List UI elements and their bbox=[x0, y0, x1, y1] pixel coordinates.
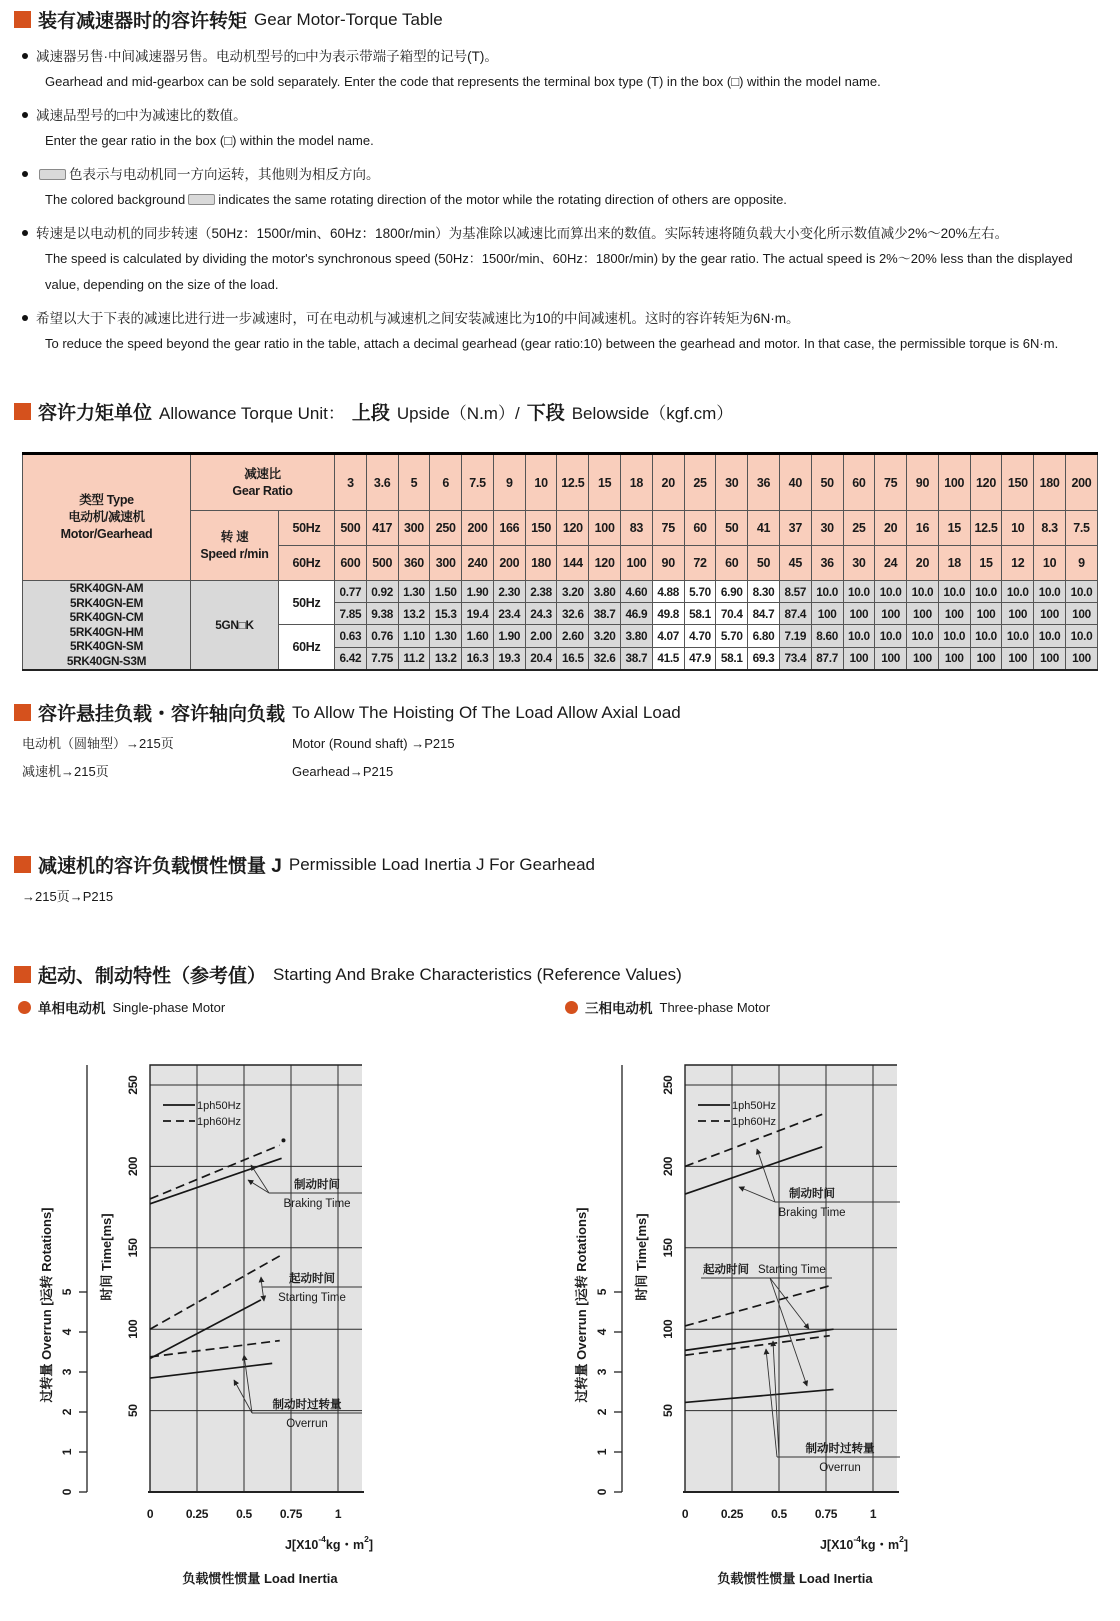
orange-square-icon bbox=[14, 704, 31, 721]
speed-value-cell: 360 bbox=[398, 546, 430, 581]
section-allowance-torque-heading bbox=[14, 398, 733, 425]
speed-value-cell: 500 bbox=[366, 546, 398, 581]
overrun-axis-label: 过转量 Overrun [运转 Rotations] bbox=[574, 1207, 589, 1403]
torque-value-cell: 1.90 bbox=[462, 581, 494, 603]
torque-value-cell: 100 bbox=[843, 648, 875, 670]
torque-value-cell: 100 bbox=[1065, 603, 1097, 625]
heading-en: Starting And Brake Characteristics (Reference Values) bbox=[273, 964, 682, 984]
svg-text:2: 2 bbox=[60, 1408, 74, 1416]
section-load-inertia-heading bbox=[14, 851, 595, 878]
bullet-en: Gearhead and mid-gearbox can be sold separately. Enter the code that represents the terminal box type (T) in the box (□) within the model name. bbox=[45, 74, 881, 89]
ratio-cell: 75 bbox=[875, 454, 907, 511]
time-tick-labels bbox=[126, 1075, 140, 1417]
torque-value-cell: 8.57 bbox=[779, 581, 811, 603]
torque-value-cell: 2.00 bbox=[525, 625, 557, 648]
torque-value-cell: 19.4 bbox=[462, 603, 494, 625]
speed-value-cell: 15 bbox=[938, 511, 970, 546]
ratio-cell: 180 bbox=[1034, 454, 1066, 511]
svg-text:1ph60Hz: 1ph60Hz bbox=[197, 1116, 242, 1128]
torque-value-cell: 4.70 bbox=[684, 625, 716, 648]
svg-text:50: 50 bbox=[661, 1404, 675, 1417]
speed-value-cell: 500 bbox=[335, 511, 367, 546]
speed-value-cell: 417 bbox=[366, 511, 398, 546]
speed-value-cell: 50 bbox=[716, 511, 748, 546]
torque-value-cell: 1.30 bbox=[430, 625, 462, 648]
torque-value-cell: 3.20 bbox=[589, 625, 621, 648]
torque-value-cell: 5.70 bbox=[684, 581, 716, 603]
ratio-cell: 15 bbox=[589, 454, 621, 511]
torque-value-cell: 23.4 bbox=[493, 603, 525, 625]
freq-cell: 50Hz bbox=[279, 511, 335, 546]
torque-value-cell: 1.10 bbox=[398, 625, 430, 648]
torque-value-cell: 1.60 bbox=[462, 625, 494, 648]
heading-upside-cn: 上段 bbox=[351, 403, 390, 424]
svg-text:制动时过转量: 制动时过转量 bbox=[272, 1399, 342, 1411]
freq-cell: 60Hz bbox=[279, 625, 335, 670]
torque-value-cell: 5.70 bbox=[716, 625, 748, 648]
svg-text:0: 0 bbox=[595, 1488, 609, 1496]
svg-text:1: 1 bbox=[334, 1507, 342, 1521]
svg-text:250: 250 bbox=[661, 1075, 675, 1095]
torque-value-cell: 10.0 bbox=[843, 581, 875, 603]
series-braking-60hz-end-dot bbox=[281, 1138, 285, 1142]
speed-value-cell: 200 bbox=[462, 511, 494, 546]
section-hoisting-heading bbox=[14, 699, 681, 726]
bullet-cn: 减速器另售·中间减速器另售。电动机型号的□中为表示带端子箱型的记号(T)。 bbox=[36, 49, 498, 64]
torque-value-cell: 10.0 bbox=[843, 625, 875, 648]
load-inertia-caption: 负载惯性惯量 Load Inertia bbox=[717, 1571, 873, 1586]
torque-value-cell: 58.1 bbox=[684, 603, 716, 625]
torque-value-cell: 7.85 bbox=[335, 603, 367, 625]
torque-value-cell: 100 bbox=[1034, 603, 1066, 625]
ratio-cell: 5 bbox=[398, 454, 430, 511]
torque-value-cell: 10.0 bbox=[1065, 625, 1097, 648]
model-list-cell: 5RK40GN-AM 5RK40GN-EM 5RK40GN-CM 5RK40GN-HM 5RK40GN-SM 5RK40GN-S3M bbox=[23, 581, 191, 670]
heading-cn: 容许悬挂负载・容许轴向负载 bbox=[38, 704, 286, 725]
svg-text:5: 5 bbox=[60, 1288, 74, 1296]
torque-value-cell: 13.2 bbox=[430, 648, 462, 670]
overrun-axis bbox=[60, 1065, 87, 1495]
speed-value-cell: 60 bbox=[716, 546, 748, 581]
speed-value-cell: 10 bbox=[1002, 511, 1034, 546]
torque-value-cell: 4.07 bbox=[652, 625, 684, 648]
torque-value-cell: 84.7 bbox=[748, 603, 780, 625]
gear-ratio-header-cell: 减速比 Gear Ratio bbox=[191, 454, 335, 511]
svg-text:0: 0 bbox=[60, 1488, 74, 1496]
torque-value-cell: 3.80 bbox=[621, 625, 653, 648]
bullet-item bbox=[22, 306, 1102, 357]
torque-value-cell: 6.80 bbox=[748, 625, 780, 648]
torque-value-cell: 100 bbox=[970, 648, 1002, 670]
svg-text:100: 100 bbox=[661, 1319, 675, 1339]
torque-value-cell: 8.60 bbox=[811, 625, 843, 648]
heading-en: Allowance Torque Unit： bbox=[159, 404, 345, 423]
speed-value-cell: 250 bbox=[430, 511, 462, 546]
x-tick-labels bbox=[147, 1507, 342, 1521]
torque-value-cell: 16.5 bbox=[557, 648, 589, 670]
bullet-cn: 转速是以电动机的同步转速（50Hz：1500r/min、60Hz：1800r/min）为基准除以减速比而算出来的数值。实际转速将随负载大小变化所示数值减少2%～20%左右。 bbox=[36, 226, 1009, 241]
ratio-cell: 30 bbox=[716, 454, 748, 511]
speed-value-cell: 100 bbox=[589, 511, 621, 546]
overrun-axis-label: 过转量 Overrun [运转 Rotations] bbox=[39, 1207, 54, 1403]
svg-text:起动时间: 起动时间 bbox=[289, 1273, 335, 1285]
torque-value-cell: 2.60 bbox=[557, 625, 589, 648]
speed-value-cell: 120 bbox=[589, 546, 621, 581]
torque-table bbox=[22, 452, 1098, 671]
heading-en: Permissible Load Inertia J For Gearhead bbox=[288, 854, 596, 874]
speed-value-cell: 180 bbox=[525, 546, 557, 581]
speed-value-cell: 7.5 bbox=[1065, 511, 1097, 546]
speed-header-cell: 转 速 Speed r/min bbox=[191, 511, 279, 581]
speed-value-cell: 300 bbox=[398, 511, 430, 546]
torque-value-cell: 20.4 bbox=[525, 648, 557, 670]
svg-text:0.5: 0.5 bbox=[771, 1507, 787, 1521]
torque-value-cell: 10.0 bbox=[907, 581, 939, 603]
torque-value-cell: 10.0 bbox=[1002, 625, 1034, 648]
bullet-item bbox=[22, 103, 1102, 154]
speed-value-cell: 600 bbox=[335, 546, 367, 581]
three-phase-caption: 三相电动机 Three-phase Motor bbox=[565, 997, 770, 1017]
svg-text:0: 0 bbox=[146, 1507, 154, 1521]
bullet-list bbox=[22, 44, 1102, 365]
ratio-cell: 120 bbox=[970, 454, 1002, 511]
torque-value-cell: 10.0 bbox=[875, 625, 907, 648]
svg-text:50: 50 bbox=[126, 1404, 140, 1417]
torque-value-cell: 100 bbox=[811, 603, 843, 625]
orange-square-icon bbox=[14, 966, 31, 983]
torque-value-cell: 10.0 bbox=[970, 625, 1002, 648]
chart-single-phase bbox=[25, 1035, 570, 1610]
speed-value-cell: 16 bbox=[907, 511, 939, 546]
torque-value-cell: 3.20 bbox=[557, 581, 589, 603]
torque-value-cell: 73.4 bbox=[779, 648, 811, 670]
bullet-item bbox=[22, 44, 1102, 95]
bullet-en: Enter the gear ratio in the box (□) within the model name. bbox=[45, 133, 374, 148]
speed-value-cell: 20 bbox=[875, 511, 907, 546]
speed-value-cell: 240 bbox=[462, 546, 494, 581]
torque-value-cell: 100 bbox=[843, 603, 875, 625]
torque-value-cell: 58.1 bbox=[716, 648, 748, 670]
ratio-cell: 10 bbox=[525, 454, 557, 511]
torque-value-cell: 3.80 bbox=[589, 581, 621, 603]
speed-value-cell: 150 bbox=[525, 511, 557, 546]
torque-value-cell: 1.30 bbox=[398, 581, 430, 603]
torque-value-cell: 100 bbox=[938, 603, 970, 625]
ratio-cell: 18 bbox=[621, 454, 653, 511]
svg-text:制动时间: 制动时间 bbox=[294, 1179, 340, 1191]
torque-value-cell: 87.4 bbox=[779, 603, 811, 625]
torque-value-cell: 10.0 bbox=[811, 581, 843, 603]
torque-value-cell: 10.0 bbox=[1065, 581, 1097, 603]
speed-value-cell: 18 bbox=[938, 546, 970, 581]
type-header-cell: 类型 Type 电动机/减速机 Motor/Gearhead bbox=[23, 454, 191, 581]
orange-dot-icon bbox=[18, 1001, 31, 1014]
chart-three-phase bbox=[560, 1035, 1105, 1610]
svg-text:Braking Time: Braking Time bbox=[778, 1207, 846, 1219]
svg-text:Braking Time: Braking Time bbox=[283, 1198, 351, 1210]
bullet-en: To reduce the speed beyond the gear ratio in the table, attach a decimal gearhead (gear ratio:10) between the gearhead and motor. In that case, the permissible torque is 6N·m. bbox=[45, 336, 1059, 351]
bullet-en: The colored background indicates the same rotating direction of the motor while the rotating direction of others are opposite. bbox=[45, 192, 787, 207]
torque-value-cell: 100 bbox=[875, 648, 907, 670]
speed-value-cell: 36 bbox=[811, 546, 843, 581]
torque-value-cell: 7.75 bbox=[366, 648, 398, 670]
torque-value-cell: 4.60 bbox=[621, 581, 653, 603]
link-motor-round-shaft-cn: 电动机（圆轴型）→215页 bbox=[22, 736, 174, 751]
torque-value-cell: 100 bbox=[938, 648, 970, 670]
torque-value-cell: 87.7 bbox=[811, 648, 843, 670]
svg-text:4: 4 bbox=[595, 1328, 609, 1336]
link-gearhead-en: Gearhead→P215 bbox=[292, 764, 394, 779]
torque-value-cell: 10.0 bbox=[970, 581, 1002, 603]
torque-value-cell: 46.9 bbox=[621, 603, 653, 625]
torque-value-cell: 41.5 bbox=[652, 648, 684, 670]
heading-belowside-cn: 下段 bbox=[526, 403, 565, 424]
svg-text:0.75: 0.75 bbox=[279, 1507, 303, 1521]
speed-value-cell: 300 bbox=[430, 546, 462, 581]
torque-value-cell: 70.4 bbox=[716, 603, 748, 625]
bullet-cn: 希望以大于下表的减速比进行进一步减速时，可在电动机与减速机之间安装减速比为10的中间减速机。这时的容许转矩为6N·m。 bbox=[36, 311, 800, 326]
inertia-page-link: →215页→P215 bbox=[22, 889, 114, 904]
svg-text:1ph50Hz: 1ph50Hz bbox=[732, 1100, 777, 1112]
ratio-cell: 20 bbox=[652, 454, 684, 511]
direction-color-swatch-icon bbox=[188, 194, 215, 205]
svg-text:1: 1 bbox=[595, 1448, 609, 1456]
torque-value-cell: 11.2 bbox=[398, 648, 430, 670]
ratio-cell: 200 bbox=[1065, 454, 1097, 511]
torque-value-cell: 10.0 bbox=[1034, 625, 1066, 648]
orange-square-icon bbox=[14, 11, 31, 28]
svg-text:150: 150 bbox=[126, 1238, 140, 1258]
j-axis-caption: $J[X10^{-4}kg$・$m^2$] bbox=[284, 1534, 373, 1552]
torque-value-cell: 24.3 bbox=[525, 603, 557, 625]
speed-value-cell: 30 bbox=[811, 511, 843, 546]
svg-text:0.25: 0.25 bbox=[185, 1507, 209, 1521]
torque-value-cell: 13.2 bbox=[398, 603, 430, 625]
svg-text:起动时间: 起动时间 bbox=[703, 1264, 749, 1276]
torque-value-cell: 10.0 bbox=[1034, 581, 1066, 603]
speed-value-cell: 90 bbox=[652, 546, 684, 581]
ratio-cell: 3.6 bbox=[366, 454, 398, 511]
speed-value-cell: 15 bbox=[970, 546, 1002, 581]
ratio-cell: 3 bbox=[335, 454, 367, 511]
ratio-cell: 40 bbox=[779, 454, 811, 511]
section-gear-motor-torque-heading bbox=[14, 6, 443, 33]
svg-text:1: 1 bbox=[869, 1507, 877, 1521]
speed-value-cell: 60 bbox=[684, 511, 716, 546]
torque-value-cell: 47.9 bbox=[684, 648, 716, 670]
torque-value-cell: 100 bbox=[1034, 648, 1066, 670]
svg-text:1: 1 bbox=[60, 1448, 74, 1456]
bullet-item bbox=[22, 221, 1102, 298]
svg-text:3: 3 bbox=[60, 1368, 74, 1376]
ratio-cell: 36 bbox=[748, 454, 780, 511]
torque-value-cell: 100 bbox=[1002, 603, 1034, 625]
heading-en: To Allow The Hoisting Of The Load Allow Axial Load bbox=[292, 702, 681, 722]
link-gearhead-cn: 减速机→215页 bbox=[22, 764, 109, 779]
link-motor-round-shaft-en: Motor (Round shaft) →P215 bbox=[292, 736, 455, 751]
svg-text:0.75: 0.75 bbox=[814, 1507, 838, 1521]
torque-value-cell: 4.88 bbox=[652, 581, 684, 603]
svg-text:150: 150 bbox=[661, 1238, 675, 1258]
svg-text:250: 250 bbox=[126, 1075, 140, 1095]
ratio-cell: 12.5 bbox=[557, 454, 589, 511]
torque-value-cell: 19.3 bbox=[493, 648, 525, 670]
gearhead-cell: 5GN□K bbox=[191, 581, 279, 670]
torque-value-cell: 10.0 bbox=[907, 625, 939, 648]
speed-value-cell: 200 bbox=[493, 546, 525, 581]
ratio-cell: 7.5 bbox=[462, 454, 494, 511]
torque-value-cell: 100 bbox=[907, 603, 939, 625]
orange-square-icon bbox=[14, 856, 31, 873]
torque-value-cell: 100 bbox=[1002, 648, 1034, 670]
orange-dot-icon bbox=[565, 1001, 578, 1014]
torque-value-cell: 16.3 bbox=[462, 648, 494, 670]
x-tick-labels bbox=[682, 1507, 877, 1521]
speed-value-cell: 30 bbox=[843, 546, 875, 581]
torque-value-cell: 49.8 bbox=[652, 603, 684, 625]
torque-value-cell: 100 bbox=[970, 603, 1002, 625]
torque-value-cell: 6.90 bbox=[716, 581, 748, 603]
heading-upside-en: Upside（N.m）/ bbox=[396, 404, 520, 423]
svg-text:Starting Time: Starting Time bbox=[758, 1264, 826, 1276]
torque-value-cell: 32.6 bbox=[557, 603, 589, 625]
torque-value-cell: 8.30 bbox=[748, 581, 780, 603]
heading-cn: 减速机的容许负载惯性惯量 J bbox=[38, 856, 282, 877]
direction-color-swatch-icon bbox=[39, 169, 66, 180]
single-phase-caption: 单相电动机 Single-phase Motor bbox=[18, 997, 225, 1017]
section-title-cn: 装有减速器时的容许转矩 bbox=[38, 11, 248, 32]
torque-value-cell: 10.0 bbox=[875, 581, 907, 603]
heading-cn: 起动、制动特性（参考值） bbox=[38, 966, 267, 987]
ratio-cell: 9 bbox=[493, 454, 525, 511]
speed-value-cell: 100 bbox=[621, 546, 653, 581]
torque-value-cell: 9.38 bbox=[366, 603, 398, 625]
ratio-cell: 90 bbox=[907, 454, 939, 511]
bullet-cn: 色表示与电动机同一方向运转，其他则为相反方向。 bbox=[36, 162, 1102, 187]
torque-value-cell: 10.0 bbox=[938, 581, 970, 603]
freq-cell: 60Hz bbox=[279, 546, 335, 581]
speed-value-cell: 12 bbox=[1002, 546, 1034, 581]
j-axis-caption: $J[X10^{-4}kg$・$m^2$] bbox=[819, 1534, 908, 1552]
speed-value-cell: 20 bbox=[907, 546, 939, 581]
torque-value-cell: 0.92 bbox=[366, 581, 398, 603]
svg-text:2: 2 bbox=[595, 1408, 609, 1416]
bullet-cn: 减速品型号的□中为减速比的数值。 bbox=[36, 108, 247, 123]
svg-text:制动时间: 制动时间 bbox=[789, 1188, 835, 1200]
ratio-cell: 150 bbox=[1002, 454, 1034, 511]
overrun-axis bbox=[595, 1065, 622, 1495]
svg-text:4: 4 bbox=[60, 1328, 74, 1336]
torque-value-cell: 1.90 bbox=[493, 625, 525, 648]
torque-value-cell: 69.3 bbox=[748, 648, 780, 670]
speed-value-cell: 50 bbox=[748, 546, 780, 581]
speed-value-cell: 75 bbox=[652, 511, 684, 546]
svg-text:Overrun: Overrun bbox=[819, 1462, 861, 1474]
speed-value-cell: 10 bbox=[1034, 546, 1066, 581]
heading-belowside-en: Belowside（kgf.cm） bbox=[571, 404, 734, 423]
speed-value-cell: 45 bbox=[779, 546, 811, 581]
freq-cell: 50Hz bbox=[279, 581, 335, 625]
svg-text:0.25: 0.25 bbox=[720, 1507, 744, 1521]
torque-value-cell: 0.77 bbox=[335, 581, 367, 603]
speed-value-cell: 83 bbox=[621, 511, 653, 546]
svg-text:Starting Time: Starting Time bbox=[278, 1292, 346, 1304]
speed-value-cell: 8.3 bbox=[1034, 511, 1066, 546]
section-title-en: Gear Motor-Torque Table bbox=[254, 9, 443, 29]
heading-cn: 容许力矩单位 bbox=[38, 403, 153, 424]
torque-value-cell: 7.19 bbox=[779, 625, 811, 648]
torque-value-cell: 1.50 bbox=[430, 581, 462, 603]
orange-square-icon bbox=[14, 403, 31, 420]
speed-value-cell: 120 bbox=[557, 511, 589, 546]
speed-value-cell: 41 bbox=[748, 511, 780, 546]
ratio-cell: 6 bbox=[430, 454, 462, 511]
torque-value-cell: 100 bbox=[875, 603, 907, 625]
svg-text:0: 0 bbox=[681, 1507, 689, 1521]
torque-value-cell: 15.3 bbox=[430, 603, 462, 625]
ratio-cell: 50 bbox=[811, 454, 843, 511]
speed-value-cell: 166 bbox=[493, 511, 525, 546]
torque-value-cell: 10.0 bbox=[938, 625, 970, 648]
torque-value-cell: 10.0 bbox=[1002, 581, 1034, 603]
svg-text:1ph50Hz: 1ph50Hz bbox=[197, 1100, 242, 1112]
torque-value-cell: 6.42 bbox=[335, 648, 367, 670]
speed-value-cell: 72 bbox=[684, 546, 716, 581]
torque-value-cell: 38.7 bbox=[621, 648, 653, 670]
speed-value-cell: 9 bbox=[1065, 546, 1097, 581]
speed-value-cell: 144 bbox=[557, 546, 589, 581]
svg-text:200: 200 bbox=[661, 1156, 675, 1176]
ratio-cell: 60 bbox=[843, 454, 875, 511]
torque-value-cell: 100 bbox=[1065, 648, 1097, 670]
torque-value-cell: 2.38 bbox=[525, 581, 557, 603]
torque-value-cell: 100 bbox=[907, 648, 939, 670]
svg-text:5: 5 bbox=[595, 1288, 609, 1296]
speed-value-cell: 24 bbox=[875, 546, 907, 581]
svg-text:0.5: 0.5 bbox=[236, 1507, 252, 1521]
speed-value-cell: 25 bbox=[843, 511, 875, 546]
section-start-brake-heading bbox=[14, 961, 682, 988]
speed-value-cell: 12.5 bbox=[970, 511, 1002, 546]
torque-value-cell: 32.6 bbox=[589, 648, 621, 670]
time-axis-label: 时间 Time[ms] bbox=[99, 1213, 114, 1301]
svg-text:制动时过转量: 制动时过转量 bbox=[805, 1443, 875, 1455]
torque-value-cell: 0.63 bbox=[335, 625, 367, 648]
svg-text:3: 3 bbox=[595, 1368, 609, 1376]
torque-value-cell: 0.76 bbox=[366, 625, 398, 648]
bullet-en: The speed is calculated by dividing the motor's synchronous speed (50Hz：1500r/min、60Hz：1800r/min) by the gear ratio. The actual speed is 2%～20% less than the displayed value, depending on the size of the load. bbox=[45, 251, 1073, 292]
svg-text:Overrun: Overrun bbox=[286, 1418, 328, 1430]
torque-value-cell: 38.7 bbox=[589, 603, 621, 625]
bullet-item bbox=[22, 162, 1102, 213]
svg-text:100: 100 bbox=[126, 1319, 140, 1339]
svg-text:1ph60Hz: 1ph60Hz bbox=[732, 1116, 777, 1128]
svg-text:200: 200 bbox=[126, 1156, 140, 1176]
time-tick-labels bbox=[661, 1075, 675, 1417]
ratio-cell: 25 bbox=[684, 454, 716, 511]
load-inertia-caption: 负载惯性惯量 Load Inertia bbox=[182, 1571, 338, 1586]
time-axis-label: 时间 Time[ms] bbox=[634, 1213, 649, 1301]
speed-value-cell: 37 bbox=[779, 511, 811, 546]
ratio-cell: 100 bbox=[938, 454, 970, 511]
torque-value-cell: 2.30 bbox=[493, 581, 525, 603]
